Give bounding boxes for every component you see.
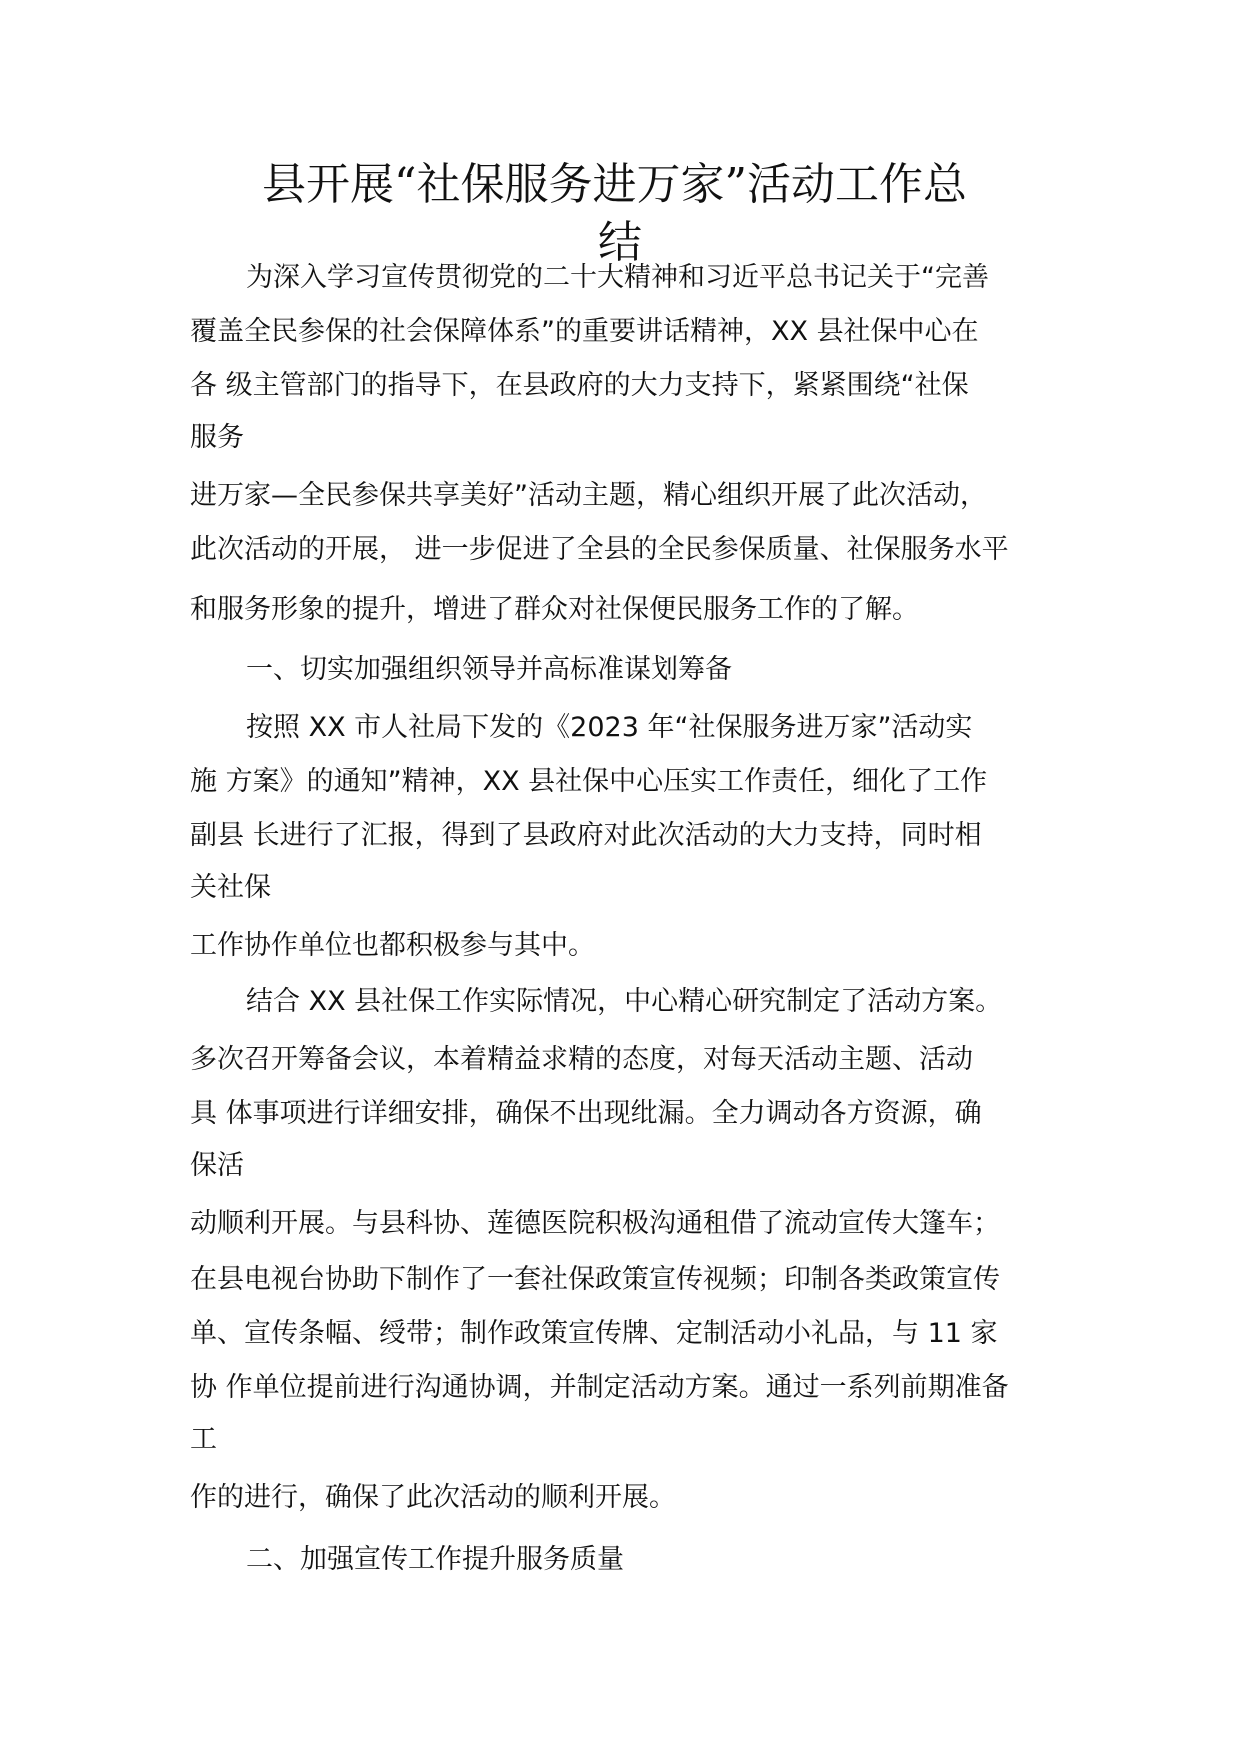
paragraph-line: 结合 XX 县社保工作实际情况，中心精心研究制定了活动方案。 [246, 986, 1003, 1017]
paragraph-line: 各 级主管部门的指导下，在县政府的大力支持下，紧紧围绕“社保 [190, 370, 969, 401]
paragraph-line: 按照 XX 市人社局下发的《2023 年“社保服务进万家”活动实 [246, 712, 973, 743]
paragraph-line: 关社保 [190, 872, 271, 903]
paragraph-line: 施 方案》的通知”精神，XX 县社保中心压实工作责任，细化了工作 [190, 766, 988, 797]
section-heading: 一、切实加强组织领导并高标准谋划筹备 [246, 654, 732, 685]
paragraph-line: 在县电视台协助下制作了一套社保政策宣传视频；印制各类政策宣传 [190, 1264, 1000, 1295]
section-heading: 二、加强宣传工作提升服务质量 [246, 1544, 624, 1575]
paragraph-line: 单、宣传条幅、绶带；制作政策宣传牌、定制活动小礼品，与 11 家 [190, 1318, 998, 1349]
paragraph-line: 作的进行，确保了此次活动的顺利开展。 [190, 1482, 676, 1513]
paragraph-line: 服务 [190, 422, 244, 453]
paragraph-line: 工作协作单位也都积极参与其中。 [190, 930, 595, 961]
paragraph-line: 保活 [190, 1150, 244, 1181]
document-title-line-1: 县开展“社保服务进万家”活动工作总 [262, 159, 967, 210]
paragraph-line: 覆盖全民参保的社会保障体系”的重要讲话精神，XX 县社保中心在 [190, 316, 979, 347]
paragraph-line: 动顺利开展。与县科协、莲德医院积极沟通租借了流动宣传大篷车； [190, 1208, 1000, 1239]
paragraph-line: 和服务形象的提升，增进了群众对社保便民服务工作的了解。 [190, 594, 919, 625]
paragraph-line: 具 体事项进行详细安排，确保不出现纰漏。全力调动各方资源，确 [190, 1098, 982, 1129]
document-title-line-2: 结 [598, 217, 642, 268]
paragraph-line: 副县 长进行了汇报，得到了县政府对此次活动的大力支持，同时相 [190, 820, 982, 851]
paragraph-line: 协 作单位提前进行沟通协调，并制定活动方案。通过一系列前期准备 [190, 1372, 1009, 1403]
paragraph-line: 多次召开筹备会议，本着精益求精的态度，对每天活动主题、活动 [190, 1044, 973, 1075]
paragraph-line: 工 [190, 1424, 217, 1455]
paragraph-line: 此次活动的开展， 进一步促进了全县的全民参保质量、社保服务水平 [190, 534, 1009, 565]
paragraph-line: 进万家—全民参保共享美好”活动主题，精心组织开展了此次活动， [190, 480, 987, 511]
paragraph-line: 为深入学习宣传贯彻党的二十大精神和习近平总书记关于“完善 [246, 262, 989, 293]
